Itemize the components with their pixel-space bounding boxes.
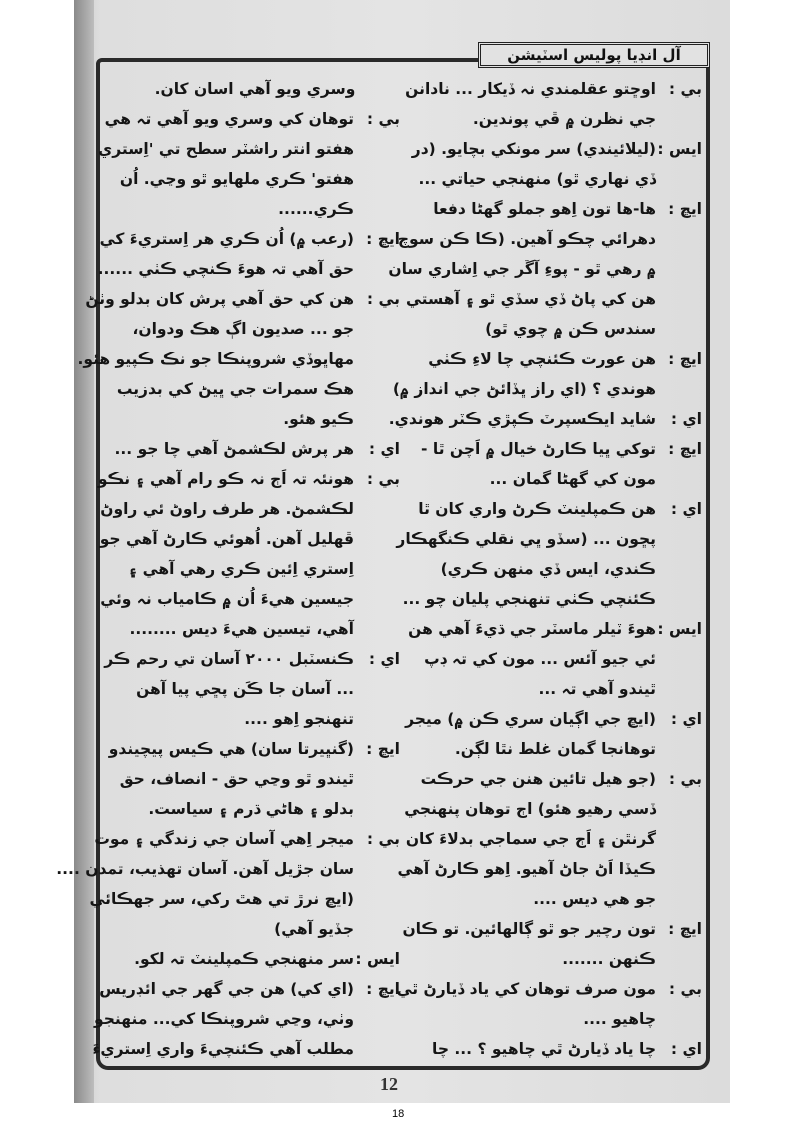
line-text: ٿيندو آهي تہ ...: [538, 680, 656, 698]
speaker-name: بي: [680, 770, 702, 788]
dialogue-line: [92, 1034, 400, 1064]
line-indent: [354, 254, 400, 284]
line-indent: [656, 554, 702, 584]
dialogue-entry: [412, 1034, 702, 1064]
speaker-name: ايڇ: [679, 440, 702, 458]
dialogue-entry: [396, 494, 702, 614]
dialogue-line: [405, 704, 702, 734]
dialogue-line: [412, 164, 702, 194]
dialogue-line: [397, 854, 702, 884]
line-text: تنهنجو اِهو ....: [244, 710, 354, 728]
line-text: سر منهنجي ڪمپلينٽ تہ لکو.: [134, 950, 354, 968]
dialogue-entry: [405, 74, 702, 134]
dialogue-entry: [388, 404, 702, 434]
dialogue-line: [412, 1004, 702, 1034]
line-indent: [354, 794, 400, 824]
dialogue-line: [94, 1004, 400, 1034]
dialogue-line: [110, 434, 400, 464]
dialogue-entry: [405, 704, 702, 764]
speaker-label: اي :: [368, 440, 400, 458]
speaker-label: ايس :: [657, 620, 702, 638]
line-text: هن ڪمپلينٽ ڪرڻ واري کان ٿا: [418, 500, 656, 518]
dialogue-line: [412, 494, 702, 524]
dialogue-line: [98, 134, 400, 164]
dialogue-line: [388, 404, 702, 434]
line-indent: [656, 224, 702, 254]
line-text: ڪنهن .......: [562, 950, 656, 968]
dialogue-line: [110, 194, 400, 224]
line-text: جو هي ديس ....: [533, 890, 656, 908]
dialogue-line: [110, 794, 400, 824]
line-indent: [656, 524, 702, 554]
dialogue-line: [405, 284, 702, 314]
dialogue-line: [405, 74, 702, 104]
line-indent: [354, 194, 400, 224]
dialogue-line: [412, 104, 702, 134]
line-indent: [656, 944, 702, 974]
dialogue-entry: [412, 434, 702, 494]
dialogue-line: [412, 344, 702, 374]
line-text: جي نظرن ۾ ڦي پوندين.: [472, 110, 656, 128]
speaker-name: اي: [682, 710, 702, 728]
line-text: دهرائي چڪو آهين. (ڪا ڪن سوچ: [397, 230, 656, 248]
speaker-name: بي: [378, 110, 400, 128]
dialogue-line: [110, 914, 400, 944]
dialogue-line: [412, 764, 702, 794]
line-text: ڏي نهاري ٿو) منهنجي حياتي ...: [418, 170, 656, 188]
speaker-label: ايڇ :: [668, 440, 702, 458]
speaker-name: اي: [682, 500, 702, 518]
dialogue-entry: [402, 914, 702, 974]
dialogue-line: [100, 584, 400, 614]
line-text: (ليلائيندي) سر مونکي بچايو. (در: [411, 140, 656, 158]
line-indent: [354, 614, 400, 644]
speaker-label: بي :: [366, 470, 400, 488]
speaker-label: اي :: [670, 710, 702, 728]
line-text: جيسين هيءَ اُن ۾ ڪامياب نہ وئي: [100, 590, 354, 608]
line-indent: [354, 674, 400, 704]
dialogue-line: [110, 554, 400, 584]
line-text: (رعب ۾) اُن ڪري هر اِستريءَ کي: [99, 230, 354, 248]
dialogue-entry: [408, 614, 702, 704]
line-text: وٺي، وڃي شروپنڪا کي... منهنجو: [94, 1010, 354, 1028]
speaker-label: بي :: [366, 290, 400, 308]
dialogue-entry: [56, 824, 400, 944]
line-text: هن کي حق آهي پرش کان بدلو وٺڻ: [85, 290, 354, 308]
line-indent: [656, 164, 702, 194]
speaker-name: ايس: [668, 620, 702, 638]
left-column: [56, 74, 400, 1064]
dialogue-line: [402, 914, 702, 944]
line-text: (گنڀيرتا سان) هي ڪيس پيچيندو: [108, 740, 354, 758]
dialogue-line: [110, 704, 400, 734]
line-indent: [656, 314, 702, 344]
line-text: مون صرف توهان کي ياد ڏيارڻ ٿي: [396, 980, 656, 998]
speaker-name: اي: [682, 1040, 702, 1058]
dialogue-line: [396, 524, 702, 554]
line-text: تون رچير جو ٿو ڳالهائين. تو ڪان: [402, 920, 656, 938]
dialogue-line: [412, 554, 702, 584]
speaker-name: بي: [378, 290, 400, 308]
line-text: هوندي ؟ (اي راز ڀڏائڻ جي انداز ۾): [392, 380, 656, 398]
line-indent: [656, 884, 702, 914]
dialogue-line: [412, 314, 702, 344]
line-indent: [354, 374, 400, 404]
dialogue-line: [56, 854, 400, 884]
speaker-name: ايس: [668, 140, 702, 158]
line-indent: [354, 134, 400, 164]
line-text: بدلو ۽ هاڻي ڌرم ۽ سياست.: [148, 800, 354, 818]
dialogue-line: [104, 644, 400, 674]
line-text: هر پرش لڪشمڻ آهي چا جو ...: [114, 440, 354, 458]
speaker-label: ايڇ :: [668, 200, 702, 218]
line-indent: [656, 674, 702, 704]
speaker-name: اي: [682, 410, 702, 428]
dialogue-line: [89, 884, 400, 914]
line-indent: [354, 494, 400, 524]
line-indent: [656, 374, 702, 404]
line-text: ها-ها تون اِهو جملو گهڻا دفعا: [433, 200, 656, 218]
line-text: جڏيو آهي): [274, 920, 354, 938]
line-text: توهان کي وسري ويو آهي تہ هي: [104, 110, 354, 128]
dialogue-entry: [412, 134, 702, 194]
line-text: ئي جيو آئس ... مون کي تہ ڊپ: [424, 650, 656, 668]
speaker-name: ايڇ: [679, 920, 702, 938]
line-indent: [354, 314, 400, 344]
dialogue-entry: [110, 944, 400, 974]
line-text: ڪنسٽبل ٢٠٠٠ آسان تي رحم ڪر: [104, 650, 354, 668]
dialogue-line: [99, 974, 400, 1004]
line-text: ڏسي رهيو هئو) اڄ توهان پنهنجي: [404, 800, 656, 818]
speaker-label: اي :: [368, 650, 400, 668]
speaker-label: بي :: [668, 770, 702, 788]
dialogue-line: [412, 884, 702, 914]
dialogue-line: [97, 254, 400, 284]
line-indent: [354, 554, 400, 584]
line-indent: [354, 704, 400, 734]
speaker-name: بي: [680, 980, 702, 998]
speaker-label: ايڇ :: [366, 740, 400, 758]
speaker-name: ايڇ: [377, 740, 400, 758]
dialogue-line: [412, 644, 702, 674]
page-binding-edge: [74, 0, 94, 1103]
dialogue-line: [110, 374, 400, 404]
line-text: لڪشمڻ. هر طرف راوڻ ئي راوڻ: [100, 500, 354, 518]
line-indent: [354, 164, 400, 194]
line-text: ڪندي، ايس ڏي منهن ڪري): [440, 560, 656, 578]
line-text: حق آهي تہ هوءَ ڪنچي ڪٺي ......: [97, 260, 354, 278]
line-text: ٿيندو ٿو وڃي حق - انصاف، حق: [119, 770, 354, 788]
line-indent: [354, 854, 400, 884]
speaker-name: ايڇ: [377, 980, 400, 998]
dialogue-line: [110, 674, 400, 704]
line-text: (جو هيل تائين هنن جي حرڪت: [420, 770, 656, 788]
header-title: آل انڊيا پوليس اسٽيشن: [507, 46, 681, 64]
speaker-label: ايڇ :: [366, 230, 400, 248]
line-indent: [656, 794, 702, 824]
line-indent: [354, 914, 400, 944]
dialogue-entry: [110, 74, 400, 104]
line-text: (اي کي) هن جي گهر جي ائڊريس: [99, 980, 354, 998]
dialogue-entry: [92, 974, 400, 1064]
dialogue-line: [404, 794, 702, 824]
dialogue-line: [94, 824, 400, 854]
dialogue-line: [402, 584, 702, 614]
speaker-label: ايس :: [355, 950, 400, 968]
dialogue-line: [396, 974, 702, 1004]
dialogue-line: [392, 374, 702, 404]
speaker-name: ايس: [366, 950, 400, 968]
line-text: هفتو انتر راشٽر سطح تي 'اِستري: [98, 140, 354, 158]
line-indent: [354, 584, 400, 614]
speaker-name: ايڇ: [377, 230, 400, 248]
line-text: هفتو' ڪري ملهايو ٿو وڃي. اُن: [119, 170, 354, 188]
line-text: سان جڙيل آهن. آسان تهذيب، تمدن ....: [56, 860, 354, 878]
line-indent: [354, 884, 400, 914]
dialogue-line: [99, 524, 400, 554]
dialogue-line: [110, 734, 400, 764]
speaker-label: ايڇ :: [668, 350, 702, 368]
right-column: [388, 74, 702, 1064]
line-text: توکي ڀيا ڪارڻ خيال ۾ اَچن ٿا -: [421, 440, 656, 458]
speaker-label: اي :: [670, 410, 702, 428]
line-text: شايد ايڪسپرٽ ڪپڙي ڪٽر هوندي.: [388, 410, 656, 428]
dialogue-line: [408, 614, 702, 644]
speaker-name: اي: [380, 650, 400, 668]
line-indent: [656, 284, 702, 314]
dialogue-line: [412, 1034, 702, 1064]
line-text: اوڇتو عقلمندي نہ ڏيکار ... نادانن: [405, 80, 656, 98]
speaker-name: بي: [378, 470, 400, 488]
dialogue-line: [100, 494, 400, 524]
line-text: (ايڇ جي اڳيان سري ڪن ۾) ميجر: [405, 710, 656, 728]
line-indent: [656, 254, 702, 284]
line-text: ڪيڏا اَڻ جاڻ آهيو. اِهو ڪارڻ آهي: [397, 860, 656, 878]
dialogue-line: [412, 674, 702, 704]
running-header: [478, 42, 710, 68]
dialogue-entry: [110, 734, 400, 824]
line-indent: [354, 764, 400, 794]
line-text: ۾ رهي ٿو - پوءِ آڱر جي اِشاري سان: [388, 260, 656, 278]
line-text: گرنٿن ۽ اَڄ جي سماجي بدلاءَ کان: [405, 830, 656, 848]
speaker-label: اي :: [670, 1040, 702, 1058]
dialogue-entry: [97, 464, 400, 644]
line-indent: [656, 824, 702, 854]
dialogue-line: [110, 614, 400, 644]
dialogue-line: [77, 344, 400, 374]
dialogue-entry: [392, 344, 702, 404]
line-text: مطلب آهي ڪئنچيءَ واري اِستريءَ: [92, 1040, 354, 1058]
line-text: سندس ڪن ۾ چوي ٿو): [485, 320, 656, 338]
line-indent: [656, 464, 702, 494]
line-text: چاهيو ....: [583, 1010, 656, 1028]
line-text: آهي، تيسين هيءَ ديس ........: [129, 620, 354, 638]
footer-number: 18: [392, 1108, 405, 1120]
line-indent: [656, 104, 702, 134]
line-indent: [656, 854, 702, 884]
dialogue-line: [104, 104, 400, 134]
speaker-name: ايڇ: [679, 350, 702, 368]
speaker-name: بي: [378, 830, 400, 848]
dialogue-entry: [396, 974, 702, 1034]
line-text: ڪري......: [278, 200, 354, 218]
dialogue-line: [412, 734, 702, 764]
dialogue-line: [110, 764, 400, 794]
dialogue-entry: [397, 764, 702, 914]
speaker-label: بي :: [366, 110, 400, 128]
line-text: جو ... صديون اڳ هڪ ودوان،: [132, 320, 354, 338]
line-indent: [354, 344, 400, 374]
line-text: پڇون ... (سڏو ڀي نقلي ڪنگهڪار: [396, 530, 656, 548]
dialogue-line: [405, 824, 702, 854]
speaker-label: بي :: [366, 830, 400, 848]
dialogue-line: [110, 314, 400, 344]
dialogue-entry: [98, 104, 400, 224]
dialogue-line: [110, 164, 400, 194]
line-text: توهانجا گمان غلط نٿا لڳن.: [454, 740, 656, 758]
line-text: هن عورت ڪئنچي چا لاءِ ڪٺي: [428, 350, 656, 368]
line-indent: [354, 404, 400, 434]
line-text: ڦهليل آهن. اُهوئي ڪارڻ آهي جو: [99, 530, 354, 548]
dialogue-entry: [77, 284, 400, 434]
dialogue-line: [412, 434, 702, 464]
line-text: ڪيو هئو.: [283, 410, 354, 428]
line-text: چا ياد ڏيارڻ ٿي چاهيو ؟ ... چا: [432, 1040, 656, 1058]
line-text: اِستري اِئين ڪري رهي آهي ۽: [128, 560, 354, 578]
line-text: ميجر اِهي آسان جي زندگي ۽ موت: [94, 830, 354, 848]
dialogue-entry: [104, 644, 400, 734]
line-text: مهاڀوڏي شروپنڪا جو نڪ ڪپيو هئو.: [77, 350, 354, 368]
dialogue-line: [85, 284, 400, 314]
dialogue-line: [412, 134, 702, 164]
speaker-label: بي :: [668, 980, 702, 998]
speaker-name: اي: [380, 440, 400, 458]
line-text: وسري ويو آهي اسان کان.: [154, 80, 356, 98]
dialogue-line: [412, 464, 702, 494]
speaker-label: ايڇ :: [366, 980, 400, 998]
line-text: هن کي پاڻ ڏي سڏي ٿو ۽ آهستي: [405, 290, 656, 308]
dialogue-line: [110, 944, 400, 974]
speaker-label: اي :: [670, 500, 702, 518]
speaker-name: ايڇ: [679, 200, 702, 218]
speaker-name: بي: [680, 80, 702, 98]
dialogue-line: [412, 194, 702, 224]
dialogue-entry: [110, 434, 400, 464]
dialogue-line: [110, 74, 400, 104]
line-text: هوءَ ٽيلر ماسٽر جي ڌيءَ آهي هن: [408, 620, 656, 638]
speaker-label: ايڇ :: [668, 920, 702, 938]
speaker-label: ايس :: [657, 140, 702, 158]
dialogue-line: [397, 224, 702, 254]
line-indent: [656, 734, 702, 764]
dialogue-line: [388, 254, 702, 284]
line-text: مون کي گهڻا گمان ...: [489, 470, 656, 488]
line-indent: [656, 644, 702, 674]
dialogue-line: [97, 464, 400, 494]
dialogue-line: [99, 224, 400, 254]
speaker-label: بي :: [668, 80, 702, 98]
line-text: (ايڇ نرڙ تي هٿ رکي، سر جهڪائي: [89, 890, 354, 908]
line-indent: [354, 1004, 400, 1034]
page-number: 12: [380, 1074, 398, 1094]
line-text: ڪئنچي ڪٺي تنهنجي پليان چو ...: [402, 590, 656, 608]
line-text: هونئہ تہ اَڄ نہ ڪو رام آهي ۽ نڪو: [97, 470, 354, 488]
dialogue-entry: [97, 224, 400, 284]
line-text: ... آسان جا ڪَن پڇي پيا آهن: [136, 680, 354, 698]
line-text: هڪ سمرات جي ڀيڻ کي بدزيب: [116, 380, 354, 398]
dialogue-line: [412, 944, 702, 974]
line-indent: [354, 1034, 400, 1064]
line-indent: [354, 524, 400, 554]
line-indent: [656, 1004, 702, 1034]
dialogue-line: [110, 404, 400, 434]
line-indent: [656, 584, 702, 614]
